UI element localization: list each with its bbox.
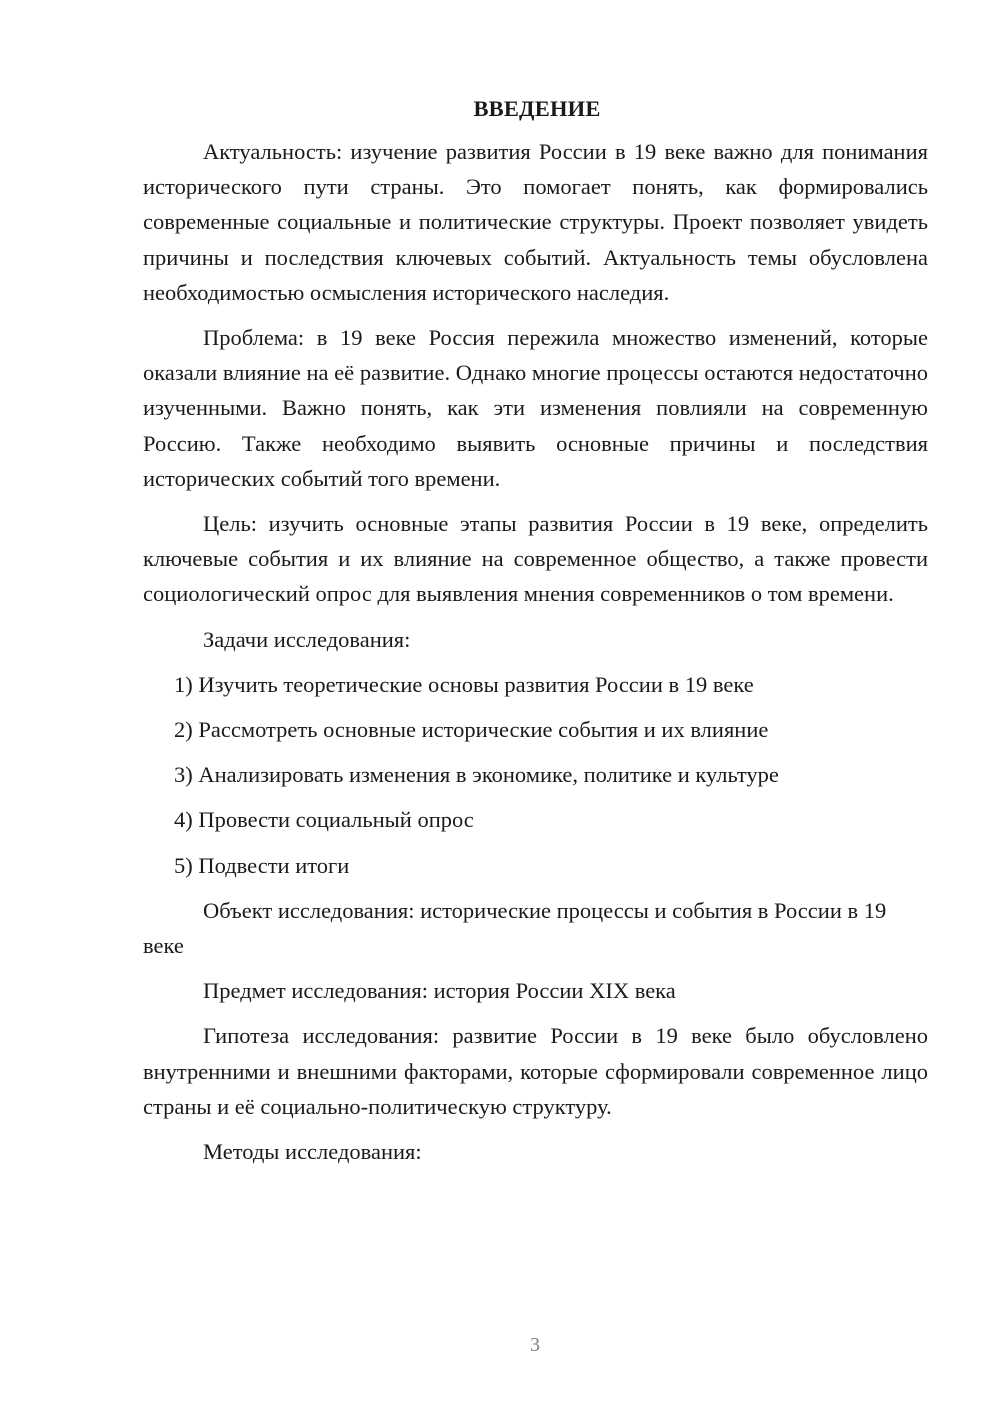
object-paragraph: Объект исследования: исторические процессы и события в России в 19 веке (143, 897, 887, 959)
section-heading: ВВЕДЕНИЕ (473, 96, 601, 121)
task-item-1: 1) Изучить теоретические основы развития России в 19 веке (174, 671, 754, 697)
task-item-2: 2) Рассмотреть основные исторические события и их влияние (174, 717, 769, 743)
problem-paragraph: Проблема: в 19 веке Россия пережила множество изменений, которые оказали влияние на её развитие. Однако многие процессы остаются недостаточно изученными. Важно понять, как эти изменения повлияли на современную Россию. Также необходимо выявить основные причины и последствия исторических событий того времени. (143, 325, 928, 491)
relevance-paragraph: Актуальность: изучение развития России в 19 веке важно для понимания исторического пути страны. Это помогает понять, как формировались современные социальные и политические структуры. Проект позволяет увидеть причины и последствия ключевых событий. Актуальность темы обусловлена необходимостью осмысления исторического наследия. (143, 139, 928, 305)
hypothesis-paragraph: Гипотеза исследования: развитие России в 19 веке было обусловлено внутренними и внешними факторами, которые сформировали современное лицо страны и её социально-политическую структуру. (143, 1023, 928, 1119)
task-item-5: 5) Подвести итоги (174, 852, 350, 878)
task-item-4: 4) Провести социальный опрос (174, 807, 474, 833)
methods-label: Методы исследования: (203, 1139, 422, 1165)
page-content (143, 94, 928, 1179)
page-number: 3 (530, 1334, 540, 1356)
task-item-3: 3) Анализировать изменения в экономике, политике и культуре (174, 762, 779, 788)
goal-paragraph: Цель: изучить основные этапы развития России в 19 веке, определить ключевые события и их влияние на современное общество, а также провести социологический опрос для выявления мнения современников о том времени. (143, 511, 928, 607)
tasks-list (143, 667, 928, 883)
tasks-label: Задачи исследования: (203, 626, 411, 652)
subject-paragraph: Предмет исследования: история России XIX века (203, 978, 676, 1004)
